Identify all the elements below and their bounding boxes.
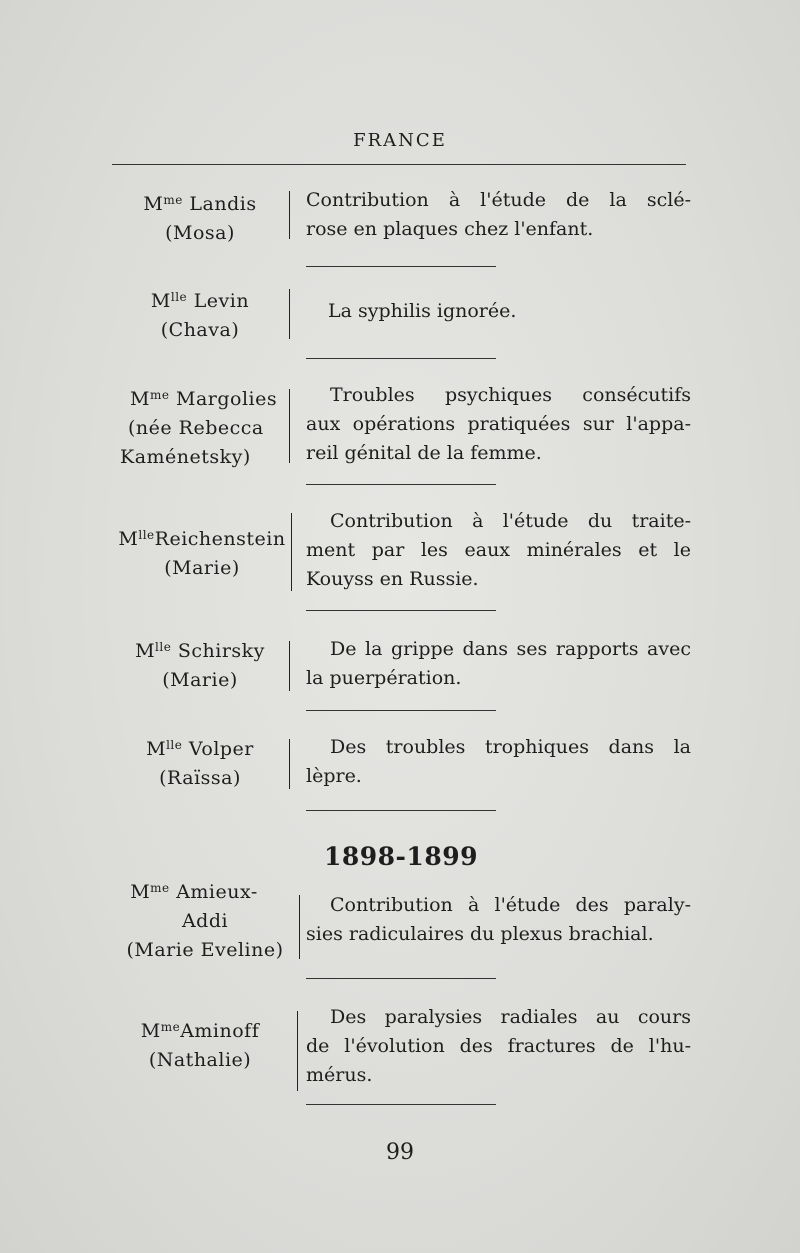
column-divider [297,1011,298,1091]
author-name: $M^{lle}$ Schirsky (Marie) [135,640,265,691]
thesis-title: Contribution à l'étude des paraly- sies radiculaires du plexus brachial. [306,894,691,945]
author-name: $M^{lle}$ Volper (Raïssa) [146,738,254,789]
thesis-title: Des paralysies radiales au cours de l'évolution des fractures de l'hu- mérus. [306,1006,691,1086]
entry-separator [306,1104,496,1105]
entry-separator [306,484,496,485]
author-name: $M^{me}Aminoff$ (Nathalie) [140,1020,260,1071]
thesis-title: De la grippe dans ses rapports avec la puerpération. [306,638,691,689]
entry-separator [306,610,496,611]
running-head: FRANCE [353,130,447,151]
column-divider [289,641,290,691]
author-name: $M^{me}$ Amieux- Addi (Marie Eveline) [126,881,284,961]
column-divider [291,513,292,591]
header-rule [112,164,686,165]
page-number: 99 [386,1140,414,1165]
author-name: $M^{lle}$ Levin (Chava) [150,290,250,341]
thesis-title: Troubles psychiques consécutifs aux opérations pratiquées sur l'appa- reil génital de la femme. [306,384,691,464]
thesis-title: Contribution à l'étude du traite- ment par les eaux minérales et le Kouyss en Russie. [306,510,691,590]
thesis-title: Contribution à l'étude de la sclé- rose en plaques chez l'enfant. [306,189,691,240]
entry-separator [306,810,496,811]
thesis-title: La syphilis ignorée. [328,300,517,322]
year-heading: 1898-1899 [323,842,479,871]
author-name: $M^{lle}Reichenstein$ (Marie) [118,528,286,579]
author-name: $M^{me}$ Margolies (née Rebecca Kaménetsky) [120,388,278,468]
column-divider [289,739,290,789]
entry-separator [306,978,496,979]
entry-separator [306,266,496,267]
column-divider [289,191,290,239]
column-divider [289,389,290,463]
author-name: $M^{me}$ Landis (Mosa) [143,193,257,244]
column-divider [299,895,300,959]
column-divider [289,289,290,339]
entry-separator [306,358,496,359]
entry-separator [306,710,496,711]
thesis-title: Des troubles trophiques dans la lèpre. [306,736,691,787]
